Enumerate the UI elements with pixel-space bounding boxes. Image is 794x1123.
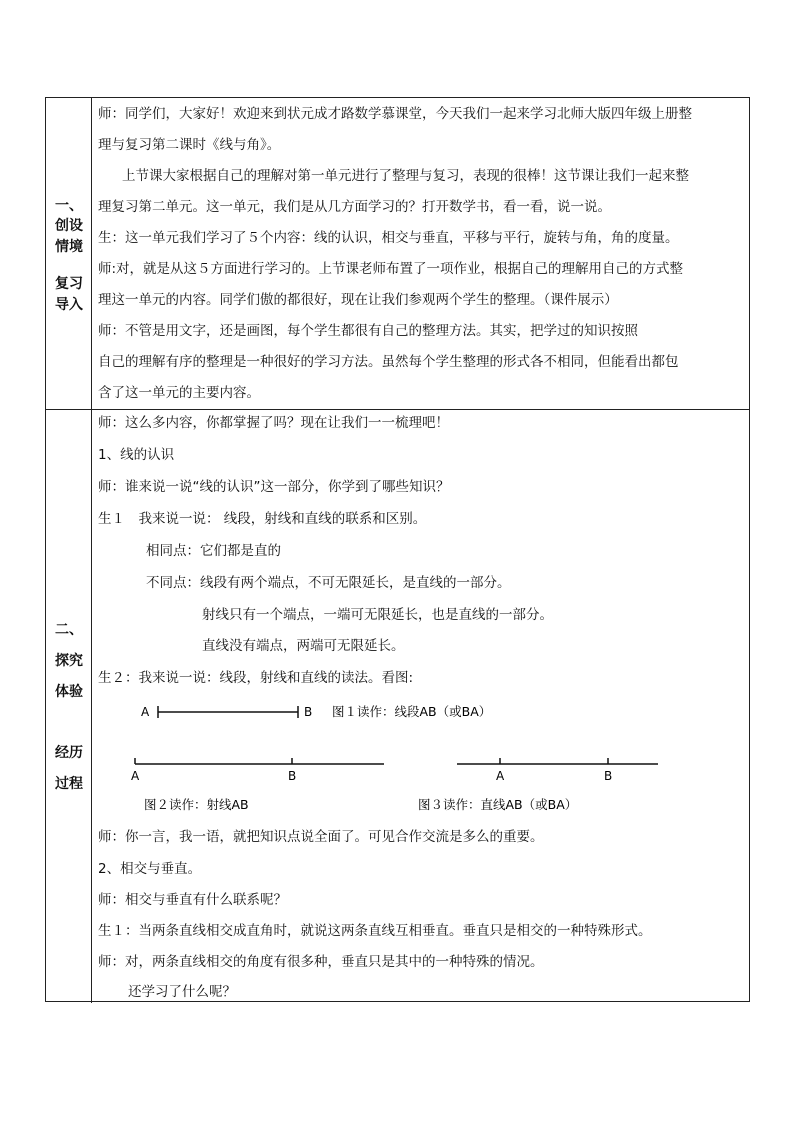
paragraph-line: 理这一单元的内容。同学们傲的都很好，现在让我们参观两个学生的整理。（课件展示） [98,292,618,308]
heading-line-intersect: 2、相交与垂直。 [98,861,202,877]
fig2-point-a-label: A [131,769,140,783]
paragraph-line: 射线只有一个端点，一端可无限延长，也是直线的一部分。 [202,607,553,623]
paragraph-line: 师：对，两条直线相交的角度有很多种，垂直只是其中的一种特殊的情况。 [98,954,544,970]
paragraph-line: 自己的理解有序的整理是一种很好的学习方法。虽然每个学生整理的形式各不相同，但能看出都包 [98,354,679,370]
section-1-label-line: 创设 [55,218,83,234]
section-1-label-line: 导入 [55,297,83,313]
section-1-label-line: 复习 [55,276,83,292]
section-2-content [92,410,749,1003]
fig1-caption: 图１读作：线段AB（或BA） [332,704,492,719]
section-1-content [92,98,749,409]
paragraph-line: 生２：我来说一说：线段，射线和直线的读法。看图: [98,670,414,686]
paragraph-line: 相同点：它们都是直的 [146,543,281,559]
fig3-point-b-label: B [604,769,613,783]
fig2-caption: 图２读作：射线AB [144,797,249,812]
fig1-point-b-label: B [304,705,313,719]
paragraph-line: 师：这么多内容，你都掌握了吗？现在让我们一一梳理吧！ [98,415,449,431]
paragraph-line: 不同点：线段有两个端点，不可无限延长，是直线的一部分。 [146,575,511,591]
heading-line-ray: 1、线的认识 [98,447,175,463]
paragraph-line: 理与复习第二课时《线与角》。 [98,137,281,153]
fig3-caption: 图３读作：直线AB（或BA） [418,797,578,812]
section-2-label-line: 二、 [55,622,83,638]
paragraph-line: 师：谁来说一说“线的认识”这一部分，你学到了哪些知识？ [98,479,450,495]
paragraph-line: 师：同学们，大家好！欢迎来到状元成才路数学慕课堂，今天我们一起来学习北师大版四年级上册整 [98,106,692,122]
paragraph-line: 含了这一单元的主要内容。 [98,385,260,401]
section-2-label-line: 过程 [55,776,83,792]
paragraph-line: 上节课大家根据自己的理解对第一单元进行了整理与复习，表现的很棒！这节课让我们一起来整 [122,168,689,184]
section-2-row [46,410,749,1003]
paragraph-line: 生：这一单元我们学习了５个内容：线的认识，相交与垂直，平移与平行，旋转与角，角的度量。 [98,230,679,246]
paragraph-line: 师：不管是用文字，还是画图，每个学生都很有自己的整理方法。其实，把学过的知识按照 [98,323,638,339]
section-2-label-line: 体验 [55,684,83,700]
section-1-label [46,98,92,409]
section-1-label-line: 情境 [55,239,83,255]
paragraph-line: 师：你一言，我一语，就把知识点说全面了。可见合作交流是多么的重要。 [98,829,544,845]
paragraph-line: 理复习第二单元。这一单元，我们是从几方面学习的？打开数学书，看一看，说一说。 [98,199,611,215]
line-figures [92,692,747,812]
paragraph-line: 师：相交与垂直有什么联系呢？ [98,892,287,908]
paragraph-line: 直线没有端点，两端可无限延长。 [202,638,405,654]
section-2-label-line: 经历 [55,745,83,761]
fig1-point-a-label: A [141,705,150,719]
fig3-point-a-label: A [496,769,505,783]
section-2-label-line: 探究 [55,653,83,669]
lesson-table [45,97,750,1002]
paragraph-line: 生１ 我来说一说： 线段，射线和直线的联系和区别。 [98,511,427,527]
fig2-point-b-label: B [288,769,297,783]
section-1-row [46,98,749,410]
paragraph-line: 还学习了什么呢？ [128,984,236,1000]
paragraph-line: 师:对，就是从这５方面进行学习的。上节课老师布置了一项作业，根据自己的理解用自己的方式整 [98,261,684,277]
section-2-label [46,410,92,1003]
section-1-label-line: 一、 [55,198,83,214]
paragraph-line: 生１：当两条直线相交成直角时，就说这两条直线互相垂直。垂直只是相交的一种特殊形式。 [98,923,652,939]
